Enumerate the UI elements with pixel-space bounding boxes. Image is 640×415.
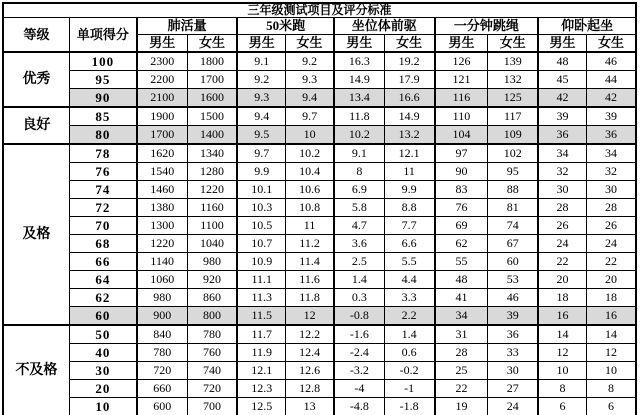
header-lung-boys: 男生: [137, 35, 187, 53]
value-cell: 132: [488, 71, 538, 89]
value-cell: 9.1: [237, 52, 285, 71]
value-cell: 48: [435, 271, 488, 289]
score-cell: 10: [69, 398, 136, 415]
header-rope-girls: 女生: [488, 35, 538, 53]
score-cell: 50: [69, 325, 136, 344]
score-cell: 30: [69, 362, 136, 380]
value-cell: 11: [286, 217, 334, 235]
value-cell: 1700: [137, 126, 187, 145]
score-cell: 40: [69, 344, 136, 362]
value-cell: 109: [488, 126, 538, 145]
value-cell: 104: [435, 126, 488, 145]
header-group-50m-run: 50米跑: [237, 18, 334, 35]
header-lung-girls: 女生: [187, 35, 237, 53]
value-cell: 1160: [187, 199, 237, 217]
value-cell: 13.2: [384, 126, 434, 145]
title-row: [3, 3, 636, 18]
value-cell: 9.2: [286, 52, 334, 71]
value-cell: 46: [586, 52, 636, 71]
header-score: 单项得分: [69, 18, 136, 53]
table-title: 三年级测试项目及评分标准: [3, 3, 636, 18]
value-cell: 1060: [137, 271, 187, 289]
value-cell: 11.2: [286, 235, 334, 253]
value-cell: 1220: [187, 181, 237, 199]
score-cell: 66: [69, 253, 136, 271]
header-situp-boys: 男生: [538, 35, 586, 53]
score-cell: 20: [69, 380, 136, 398]
value-cell: 9.5: [237, 126, 285, 145]
value-cell: 16.6: [384, 89, 434, 108]
value-cell: 125: [488, 89, 538, 108]
value-cell: 18: [538, 289, 586, 307]
value-cell: -4.8: [334, 398, 384, 415]
value-cell: 42: [586, 89, 636, 108]
value-cell: -0.2: [384, 362, 434, 380]
table-row: [3, 89, 636, 108]
value-cell: 10.9: [237, 253, 285, 271]
value-cell: 76: [435, 199, 488, 217]
score-cell: 78: [69, 144, 136, 163]
value-cell: 10.5: [237, 217, 285, 235]
value-cell: 6.9: [334, 181, 384, 199]
grade-label: 优秀: [3, 52, 69, 107]
value-cell: 1400: [187, 126, 237, 145]
value-cell: 920: [187, 271, 237, 289]
table-row: [3, 344, 636, 362]
value-cell: 0.3: [334, 289, 384, 307]
score-cell: 90: [69, 89, 136, 108]
value-cell: 88: [488, 181, 538, 199]
table-row: [3, 181, 636, 199]
value-cell: 0.6: [384, 344, 434, 362]
value-cell: 1040: [187, 235, 237, 253]
value-cell: 14: [586, 325, 636, 344]
score-cell: 80: [69, 126, 136, 145]
value-cell: 860: [187, 289, 237, 307]
value-cell: 53: [488, 271, 538, 289]
value-cell: 9.7: [237, 144, 285, 163]
value-cell: 10.2: [286, 144, 334, 163]
table-row: [3, 398, 636, 415]
value-cell: 9.2: [237, 71, 285, 89]
value-cell: 30: [538, 181, 586, 199]
value-cell: 900: [137, 307, 187, 326]
value-cell: -0.8: [334, 307, 384, 326]
table-row: [3, 235, 636, 253]
value-cell: 55: [435, 253, 488, 271]
value-cell: 48: [538, 52, 586, 71]
table-row: [3, 325, 636, 344]
value-cell: 20: [538, 271, 586, 289]
value-cell: 11.3: [237, 289, 285, 307]
value-cell: -2.4: [334, 344, 384, 362]
header-grade: 等级: [3, 18, 69, 53]
score-cell: 60: [69, 307, 136, 326]
value-cell: 11.9: [237, 344, 285, 362]
table-row: [3, 199, 636, 217]
table-row: [3, 71, 636, 89]
header-group-row: [3, 18, 636, 35]
header-group-sit-ups: 仰卧起坐: [538, 18, 636, 35]
value-cell: 2100: [137, 89, 187, 108]
value-cell: 31: [435, 325, 488, 344]
value-cell: 11.5: [237, 307, 285, 326]
value-cell: 8.8: [384, 199, 434, 217]
value-cell: 10: [538, 362, 586, 380]
value-cell: 81: [488, 199, 538, 217]
header-reach-boys: 男生: [334, 35, 384, 53]
value-cell: 2.2: [384, 307, 434, 326]
value-cell: 16: [586, 307, 636, 326]
value-cell: -1.8: [384, 398, 434, 415]
value-cell: 42: [538, 89, 586, 108]
grade-label: 不及格: [3, 325, 69, 415]
value-cell: 18: [586, 289, 636, 307]
value-cell: 6: [538, 398, 586, 415]
table-row: [3, 144, 636, 163]
value-cell: 62: [435, 235, 488, 253]
value-cell: 600: [137, 398, 187, 415]
value-cell: 16: [538, 307, 586, 326]
value-cell: 22: [586, 253, 636, 271]
value-cell: 8: [586, 380, 636, 398]
value-cell: 110: [435, 107, 488, 126]
value-cell: 9.7: [286, 107, 334, 126]
header-reach-girls: 女生: [384, 35, 434, 53]
value-cell: 139: [488, 52, 538, 71]
score-cell: 100: [69, 52, 136, 71]
value-cell: 7.7: [384, 217, 434, 235]
value-cell: 1800: [187, 52, 237, 71]
value-cell: 11.4: [286, 253, 334, 271]
value-cell: 97: [435, 144, 488, 163]
value-cell: 720: [137, 362, 187, 380]
table-row: [3, 289, 636, 307]
value-cell: 8: [334, 163, 384, 181]
value-cell: 14.9: [334, 71, 384, 89]
value-cell: 11.8: [286, 289, 334, 307]
value-cell: 10.7: [237, 235, 285, 253]
value-cell: 26: [586, 217, 636, 235]
header-group-sit-and-reach: 坐位体前驱: [334, 18, 435, 35]
value-cell: 12: [586, 344, 636, 362]
value-cell: 780: [137, 344, 187, 362]
value-cell: 1600: [187, 89, 237, 108]
value-cell: 17.9: [384, 71, 434, 89]
value-cell: 1140: [137, 253, 187, 271]
header-rope-boys: 男生: [435, 35, 488, 53]
value-cell: 5.8: [334, 199, 384, 217]
value-cell: 1220: [137, 235, 187, 253]
value-cell: 1900: [137, 107, 187, 126]
value-cell: 11.6: [286, 271, 334, 289]
value-cell: 3.6: [334, 235, 384, 253]
table-row: [3, 217, 636, 235]
value-cell: 41: [435, 289, 488, 307]
value-cell: 24: [586, 235, 636, 253]
value-cell: 4.4: [384, 271, 434, 289]
value-cell: 39: [538, 107, 586, 126]
value-cell: 11.1: [237, 271, 285, 289]
value-cell: 46: [488, 289, 538, 307]
value-cell: 32: [538, 163, 586, 181]
value-cell: 1.4: [384, 325, 434, 344]
score-cell: 62: [69, 289, 136, 307]
value-cell: 39: [488, 307, 538, 326]
value-cell: 720: [187, 380, 237, 398]
value-cell: 45: [538, 71, 586, 89]
value-cell: 20: [586, 271, 636, 289]
value-cell: 1620: [137, 144, 187, 163]
value-cell: 12.1: [237, 362, 285, 380]
value-cell: 780: [187, 325, 237, 344]
value-cell: 1.4: [334, 271, 384, 289]
value-cell: 34: [586, 144, 636, 163]
value-cell: 32: [586, 163, 636, 181]
value-cell: 10.3: [237, 199, 285, 217]
value-cell: 12.4: [286, 344, 334, 362]
value-cell: 1280: [187, 163, 237, 181]
value-cell: 34: [538, 144, 586, 163]
value-cell: 14: [538, 325, 586, 344]
score-cell: 70: [69, 217, 136, 235]
value-cell: 102: [488, 144, 538, 163]
value-cell: 4.7: [334, 217, 384, 235]
score-cell: 85: [69, 107, 136, 126]
value-cell: 12.1: [384, 144, 434, 163]
value-cell: 69: [435, 217, 488, 235]
value-cell: 11: [384, 163, 434, 181]
value-cell: 2300: [137, 52, 187, 71]
value-cell: 1500: [187, 107, 237, 126]
value-cell: 22: [435, 380, 488, 398]
value-cell: 27: [488, 380, 538, 398]
value-cell: 67: [488, 235, 538, 253]
header-run-boys: 男生: [237, 35, 285, 53]
value-cell: 11.8: [334, 107, 384, 126]
grade-label: 良好: [3, 107, 69, 144]
value-cell: 95: [488, 163, 538, 181]
value-cell: 22: [538, 253, 586, 271]
value-cell: 13.4: [334, 89, 384, 108]
table-body: [3, 52, 636, 415]
value-cell: 10.4: [286, 163, 334, 181]
table-row: [3, 271, 636, 289]
value-cell: 13: [286, 398, 334, 415]
value-cell: 126: [435, 52, 488, 71]
header-situp-girls: 女生: [586, 35, 636, 53]
value-cell: 12.6: [286, 362, 334, 380]
value-cell: 980: [137, 289, 187, 307]
table-row: [3, 253, 636, 271]
value-cell: 10.2: [334, 126, 384, 145]
value-cell: 11.7: [237, 325, 285, 344]
score-table: [2, 2, 637, 415]
value-cell: 90: [435, 163, 488, 181]
score-cell: 68: [69, 235, 136, 253]
value-cell: 2200: [137, 71, 187, 89]
value-cell: 12.2: [286, 325, 334, 344]
value-cell: 12.3: [237, 380, 285, 398]
value-cell: 30: [586, 181, 636, 199]
value-cell: 9.9: [237, 163, 285, 181]
value-cell: 12: [286, 307, 334, 326]
value-cell: 1700: [187, 71, 237, 89]
score-cell: 74: [69, 181, 136, 199]
score-cell: 95: [69, 71, 136, 89]
score-cell: 72: [69, 199, 136, 217]
value-cell: 10.1: [237, 181, 285, 199]
value-cell: 25: [435, 362, 488, 380]
value-cell: 980: [187, 253, 237, 271]
value-cell: 1380: [137, 199, 187, 217]
value-cell: 12.8: [286, 380, 334, 398]
value-cell: 16.3: [334, 52, 384, 71]
value-cell: 1340: [187, 144, 237, 163]
value-cell: 660: [137, 380, 187, 398]
value-cell: 33: [488, 344, 538, 362]
value-cell: 117: [488, 107, 538, 126]
value-cell: 34: [435, 307, 488, 326]
value-cell: -3.2: [334, 362, 384, 380]
value-cell: 10.8: [286, 199, 334, 217]
table-row: [3, 163, 636, 181]
value-cell: 1540: [137, 163, 187, 181]
value-cell: -1.6: [334, 325, 384, 344]
value-cell: 800: [187, 307, 237, 326]
value-cell: 9.4: [286, 89, 334, 108]
value-cell: 6.6: [384, 235, 434, 253]
value-cell: 121: [435, 71, 488, 89]
header-group-lung-capacity: 肺活量: [137, 18, 238, 35]
table-row: [3, 307, 636, 326]
value-cell: 28: [538, 199, 586, 217]
table-row: [3, 107, 636, 126]
value-cell: 10: [286, 126, 334, 145]
value-cell: -1: [384, 380, 434, 398]
value-cell: 36: [538, 126, 586, 145]
value-cell: 2.5: [334, 253, 384, 271]
value-cell: 60: [488, 253, 538, 271]
header-group-jump-rope: 一分钟跳绳: [435, 18, 539, 35]
value-cell: 8: [538, 380, 586, 398]
table-row: [3, 362, 636, 380]
grade-label: 及格: [3, 144, 69, 325]
value-cell: -4: [334, 380, 384, 398]
value-cell: 116: [435, 89, 488, 108]
value-cell: 9.3: [237, 89, 285, 108]
value-cell: 12.5: [237, 398, 285, 415]
value-cell: 74: [488, 217, 538, 235]
value-cell: 28: [586, 199, 636, 217]
value-cell: 19: [435, 398, 488, 415]
header-run-girls: 女生: [286, 35, 334, 53]
value-cell: 840: [137, 325, 187, 344]
value-cell: 6: [586, 398, 636, 415]
value-cell: 9.4: [237, 107, 285, 126]
score-cell: 76: [69, 163, 136, 181]
value-cell: 10.6: [286, 181, 334, 199]
value-cell: 1460: [137, 181, 187, 199]
value-cell: 12: [538, 344, 586, 362]
value-cell: 26: [538, 217, 586, 235]
table-row: [3, 380, 636, 398]
table-row: [3, 126, 636, 145]
value-cell: 1300: [137, 217, 187, 235]
value-cell: 83: [435, 181, 488, 199]
value-cell: 24: [488, 398, 538, 415]
value-cell: 700: [187, 398, 237, 415]
value-cell: 3.3: [384, 289, 434, 307]
value-cell: 9.9: [384, 181, 434, 199]
value-cell: 39: [586, 107, 636, 126]
value-cell: 24: [538, 235, 586, 253]
value-cell: 10: [586, 362, 636, 380]
value-cell: 760: [187, 344, 237, 362]
value-cell: 9.1: [334, 144, 384, 163]
value-cell: 19.2: [384, 52, 434, 71]
value-cell: 740: [187, 362, 237, 380]
value-cell: 36: [488, 325, 538, 344]
value-cell: 30: [488, 362, 538, 380]
score-cell: 64: [69, 271, 136, 289]
value-cell: 44: [586, 71, 636, 89]
value-cell: 14.9: [384, 107, 434, 126]
value-cell: 28: [435, 344, 488, 362]
table-row: [3, 52, 636, 71]
value-cell: 36: [586, 126, 636, 145]
value-cell: 9.3: [286, 71, 334, 89]
value-cell: 1100: [187, 217, 237, 235]
value-cell: 5.5: [384, 253, 434, 271]
